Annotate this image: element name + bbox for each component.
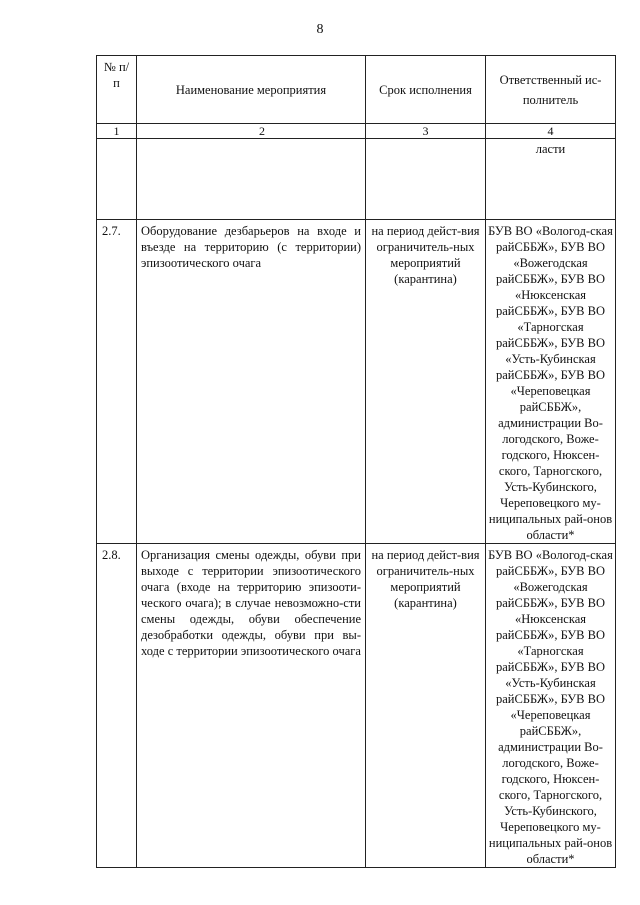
column-index: 2 xyxy=(137,124,366,139)
row-deadline: на период дейст-вия ограничитель-ных мероприятий (карантина) xyxy=(366,220,486,544)
header-num: № п/п xyxy=(97,56,137,124)
empty-cell xyxy=(137,139,366,220)
column-index: 3 xyxy=(366,124,486,139)
measures-table xyxy=(96,55,616,868)
continuation-row xyxy=(97,139,616,220)
row-number: 2.7. xyxy=(97,220,137,544)
table-header-row xyxy=(97,56,616,124)
row-measure-name: Оборудование дезбарьеров на входе и въезде на территорию (с территории) эпизоотического очага xyxy=(137,220,366,544)
row-measure-name: Организация смены одежды, обуви при выходе с территории эпизоотического очага (входе на территорию эпизооти-ческого очага); в случае невозможно-сти смены одежды, обуви обеспечение дезобработки одежды, обуви при вы-ходе с территории эпизоотического очага xyxy=(137,544,366,868)
empty-cell xyxy=(366,139,486,220)
table-row xyxy=(97,544,616,868)
continuation-responsible: ласти xyxy=(486,139,616,220)
row-number: 2.8. xyxy=(97,544,137,868)
page-number: 8 xyxy=(316,22,324,37)
column-index-row xyxy=(97,124,616,139)
row-responsible: БУВ ВО «Вологод-ская райСББЖ», БУВ ВО «Вожегодская райСББЖ», БУВ ВО «Нюксенская райСББЖ», БУВ ВО «Тарногская райСББЖ», БУВ ВО «Усть-Кубинская райСББЖ», БУВ ВО «Череповецкая райСББЖ», администрации Во-логодского, Воже-годского, Нюксен-ского, Тарногского, Усть-Кубинского, Череповецкого му-ниципальных рай-онов области* xyxy=(486,220,616,544)
header-deadline: Срок исполнения xyxy=(366,56,486,124)
column-index: 4 xyxy=(486,124,616,139)
header-name: Наименование мероприятия xyxy=(137,56,366,124)
header-responsible: Ответственный ис-полнитель xyxy=(486,56,616,124)
column-index: 1 xyxy=(97,124,137,139)
row-deadline: на период дейст-вия ограничитель-ных мероприятий (карантина) xyxy=(366,544,486,868)
empty-cell xyxy=(97,139,137,220)
row-responsible: БУВ ВО «Вологод-ская райСББЖ», БУВ ВО «Вожегодская райСББЖ», БУВ ВО «Нюксенская райСББЖ», БУВ ВО «Тарногская райСББЖ», БУВ ВО «Усть-Кубинская райСББЖ», БУВ ВО «Череповецкая райСББЖ», администрации Во-логодского, Воже-годского, Нюксен-ского, Тарногского, Усть-Кубинского, Череповецкого му-ниципальных рай-онов области* xyxy=(486,544,616,868)
table-row xyxy=(97,220,616,544)
